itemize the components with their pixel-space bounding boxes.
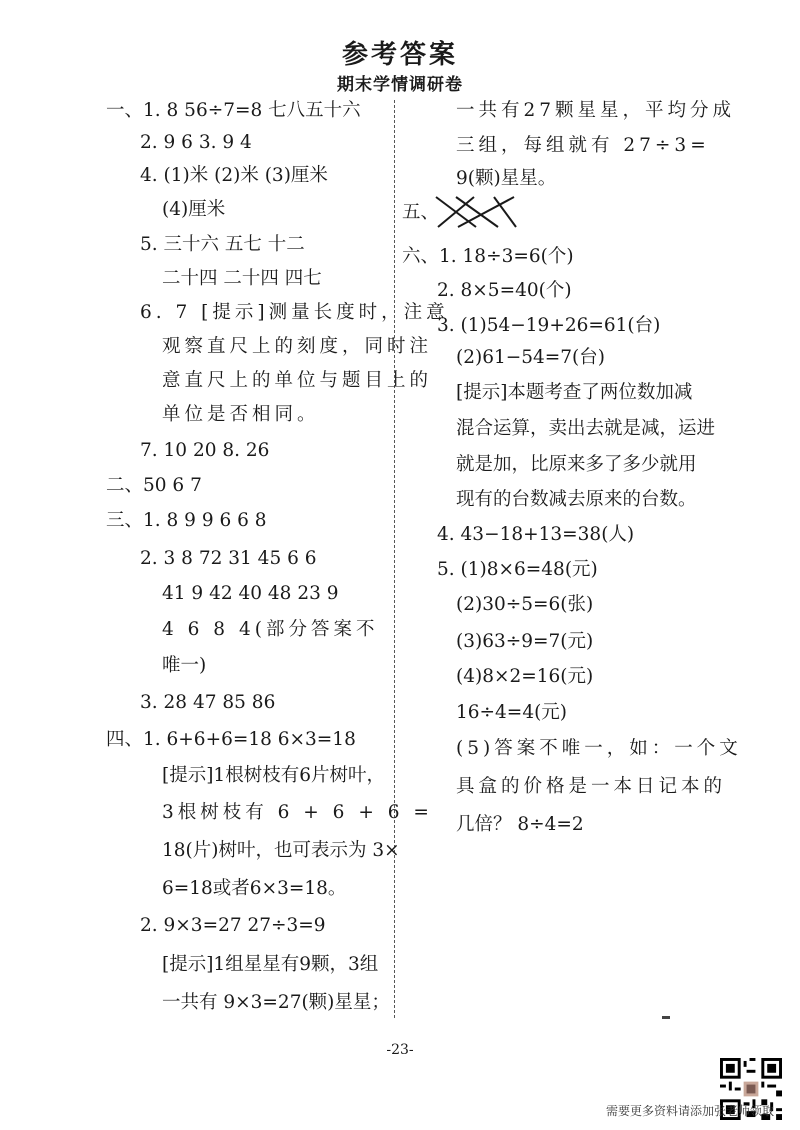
answer-line: 三组，每组就有 27÷3=: [456, 135, 710, 156]
answer-line: 5. 三十六 五七 十二: [140, 234, 305, 255]
stray-mark: [662, 1016, 670, 1019]
answer-line: 具盒的价格是一本日记本的: [456, 776, 727, 797]
matching-lines-diagram: [432, 194, 518, 230]
answer-line: 6. 7 [提示]测量长度时，注意: [140, 302, 449, 323]
answer-line: 观察直尺上的刻度，同时注: [162, 336, 433, 357]
answer-line: 5. (1)8×6=48(元): [437, 559, 598, 580]
answer-line: 41 9 42 40 48 23 9: [162, 583, 339, 604]
answer-line: 唯一): [162, 655, 207, 676]
footer-note: 需要更多资料请添加张老师领取: [605, 1104, 774, 1118]
answer-line: 单位是否相同。: [162, 404, 320, 425]
page-number: -23-: [386, 1042, 414, 1058]
answer-line: [提示]1根树枝有6片树叶，: [162, 765, 385, 786]
answer-line: 几倍？ 8÷4=2: [456, 814, 584, 835]
page-title: 参考答案: [341, 40, 458, 70]
answer-line: 9(颗)星星。: [456, 168, 557, 189]
answer-line: 2. 9×3=27 27÷3=9: [140, 915, 326, 936]
answer-line: 18(片)树叶，也可表示为 3×: [162, 840, 400, 861]
answer-line: 2. 8×5=40(个): [437, 280, 572, 301]
answer-line: (4)厘米: [162, 199, 226, 220]
page-subtitle: 期末学情调研卷: [337, 75, 463, 95]
answer-line: 3. 28 47 85 86: [140, 692, 276, 713]
answer-line: 三、1. 8 9 9 6 6 8: [106, 510, 267, 531]
answer-line: 四、1. 6+6+6=18 6×3=18: [106, 729, 356, 750]
answer-line: 一共有27颗星星，平均分成: [456, 100, 736, 121]
answer-line: 意直尺上的单位与题目上的: [162, 370, 433, 391]
column-divider: [394, 100, 395, 1018]
answer-line: 二十四 二十四 四七: [162, 268, 322, 289]
answer-line: 一、1. 8 56÷7=8 七八五十六: [106, 100, 361, 121]
answer-line: 4. (1)米 (2)米 (3)厘米: [140, 165, 328, 186]
answer-line: 16÷4=4(元): [456, 702, 568, 723]
answer-line: [提示]本题考查了两位数加减: [456, 382, 693, 403]
answer-line: 7. 10 20 8. 26: [140, 440, 270, 461]
answer-line: 2. 3 8 72 31 45 6 6: [140, 548, 317, 569]
answer-line: 一共有 9×3=27(颗)星星；: [162, 992, 390, 1013]
answer-line: 六、1. 18÷3=6(个): [402, 246, 574, 267]
answer-line: 二、50 6 7: [106, 475, 202, 496]
answer-line: (3)63÷9=7(元): [456, 631, 594, 652]
answer-line: (2)30÷5=6(张): [456, 594, 594, 615]
answer-line: 就是加，比原来多了多少就用: [456, 454, 697, 475]
answer-line: 五、: [402, 202, 440, 223]
answer-line: 2. 9 6 3. 9 4: [140, 132, 252, 153]
answer-line: 4 6 8 4(部分答案不: [162, 619, 379, 640]
answer-line: 6=18或者6×3=18。: [162, 878, 347, 899]
answer-line: [提示]1组星星有9颗，3组: [162, 954, 379, 975]
answer-line: 混合运算，卖出去就是减，运进: [456, 418, 716, 439]
answer-line: 3根树枝有 6 + 6 + 6 =: [162, 802, 433, 823]
answer-line: 3. (1)54−19+26=61(台): [437, 315, 661, 336]
answer-line: 现有的台数减去原来的台数。: [456, 489, 697, 510]
answer-line: (4)8×2=16(元): [456, 666, 594, 687]
answer-line: (2)61−54=7(台): [456, 347, 605, 368]
match-line: [456, 197, 498, 227]
answer-line: 4. 43−18+13=38(人): [437, 524, 635, 545]
answer-line: (5)答案不唯一，如：一个文: [456, 738, 742, 759]
